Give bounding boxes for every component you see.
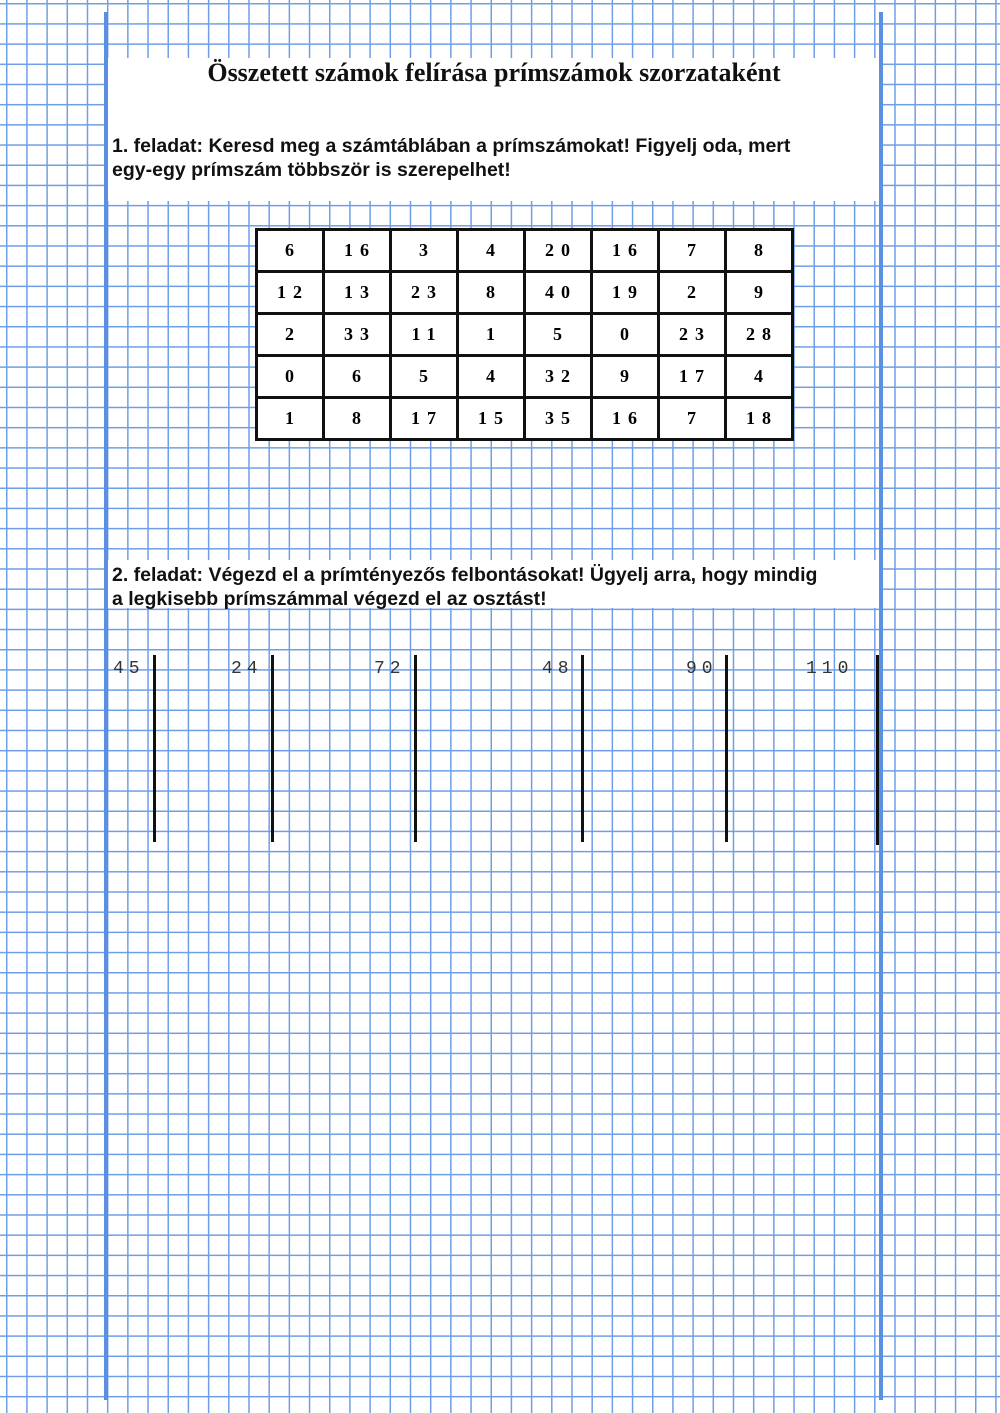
left-margin-line bbox=[104, 12, 108, 1400]
division-number: 72 bbox=[374, 659, 406, 679]
task1-text bbox=[112, 134, 882, 182]
table-cell[interactable]: 28 bbox=[726, 314, 793, 356]
table-row bbox=[257, 356, 793, 398]
table-cell[interactable]: 5 bbox=[391, 356, 458, 398]
task1-line1: 1. feladat: Keresd meg a számtáblában a prímszámokat! Figyelj oda, mert bbox=[112, 135, 791, 157]
table-cell[interactable]: 33 bbox=[324, 314, 391, 356]
division-number: 24 bbox=[231, 659, 263, 679]
table-cell[interactable]: 4 bbox=[458, 356, 525, 398]
table-cell[interactable]: 8 bbox=[726, 230, 793, 272]
table-cell[interactable]: 9 bbox=[726, 272, 793, 314]
task2-line2: a legkisebb prímszámmal végezd el az osztást! bbox=[112, 588, 547, 610]
table-cell[interactable]: 12 bbox=[257, 272, 324, 314]
table-cell[interactable]: 6 bbox=[257, 230, 324, 272]
table-cell[interactable]: 5 bbox=[525, 314, 592, 356]
division-number: 45 bbox=[113, 659, 145, 679]
page-title: Összetett számok felírása prímszámok szorzataként bbox=[207, 58, 781, 87]
division-line[interactable] bbox=[725, 655, 728, 842]
table-cell[interactable]: 7 bbox=[659, 398, 726, 440]
table-cell[interactable]: 1 bbox=[257, 398, 324, 440]
table-cell[interactable]: 15 bbox=[458, 398, 525, 440]
task2-text bbox=[112, 563, 882, 611]
table-row bbox=[257, 272, 793, 314]
table-cell[interactable]: 8 bbox=[324, 398, 391, 440]
table-cell[interactable]: 16 bbox=[592, 398, 659, 440]
table-cell[interactable]: 13 bbox=[324, 272, 391, 314]
table-cell[interactable]: 9 bbox=[592, 356, 659, 398]
table-cell[interactable]: 11 bbox=[391, 314, 458, 356]
number-table bbox=[255, 228, 794, 441]
table-cell[interactable]: 23 bbox=[391, 272, 458, 314]
table-cell[interactable]: 1 bbox=[458, 314, 525, 356]
table-row bbox=[257, 230, 793, 272]
task1-line2: egy-egy prímszám többször is szerepelhet! bbox=[112, 159, 511, 181]
table-row bbox=[257, 398, 793, 440]
table-row bbox=[257, 314, 793, 356]
table-cell[interactable]: 6 bbox=[324, 356, 391, 398]
table-cell[interactable]: 17 bbox=[659, 356, 726, 398]
division-number: 90 bbox=[686, 659, 718, 679]
division-line[interactable] bbox=[414, 655, 417, 842]
table-cell[interactable]: 0 bbox=[257, 356, 324, 398]
table-cell[interactable]: 32 bbox=[525, 356, 592, 398]
right-margin-line bbox=[879, 12, 883, 1400]
table-cell[interactable]: 18 bbox=[726, 398, 793, 440]
division-number: 110 bbox=[806, 659, 854, 679]
table-cell[interactable]: 2 bbox=[257, 314, 324, 356]
table-cell[interactable]: 4 bbox=[458, 230, 525, 272]
table-cell[interactable]: 17 bbox=[391, 398, 458, 440]
division-line[interactable] bbox=[153, 655, 156, 842]
table-cell[interactable]: 16 bbox=[324, 230, 391, 272]
division-line[interactable] bbox=[581, 655, 584, 842]
table-cell[interactable]: 19 bbox=[592, 272, 659, 314]
table-cell[interactable]: 0 bbox=[592, 314, 659, 356]
task2-line1: 2. feladat: Végezd el a prímtényezős felbontásokat! Ügyelj arra, hogy mindig bbox=[112, 564, 818, 586]
table-cell[interactable]: 20 bbox=[525, 230, 592, 272]
table-cell[interactable]: 8 bbox=[458, 272, 525, 314]
division-line[interactable] bbox=[271, 655, 274, 842]
table-cell[interactable]: 4 bbox=[726, 356, 793, 398]
table-cell[interactable]: 23 bbox=[659, 314, 726, 356]
division-number: 48 bbox=[542, 659, 574, 679]
table-cell[interactable]: 40 bbox=[525, 272, 592, 314]
table-cell[interactable]: 35 bbox=[525, 398, 592, 440]
table-cell[interactable]: 7 bbox=[659, 230, 726, 272]
table-cell[interactable]: 16 bbox=[592, 230, 659, 272]
table-cell[interactable]: 2 bbox=[659, 272, 726, 314]
division-line[interactable] bbox=[876, 655, 879, 845]
table-cell[interactable]: 3 bbox=[391, 230, 458, 272]
